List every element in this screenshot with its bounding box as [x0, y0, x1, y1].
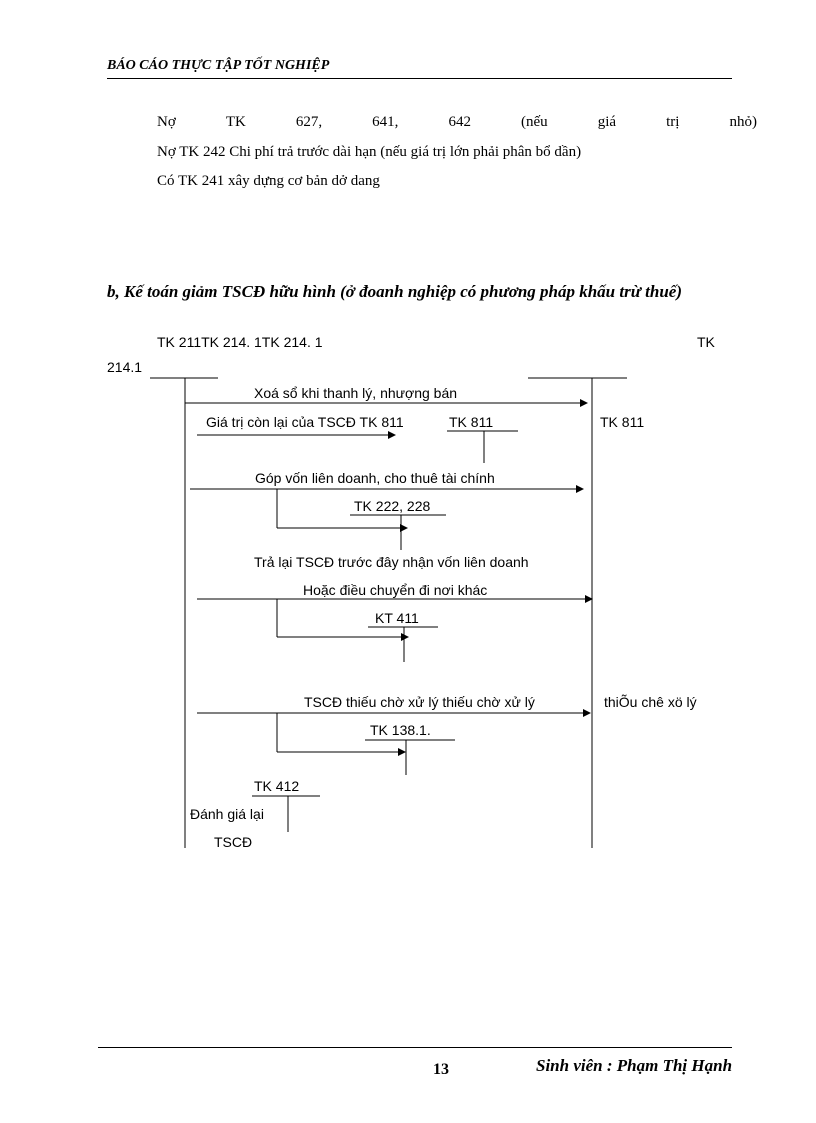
line1-word: 641,	[372, 114, 399, 130]
label-danh-gia-lai: Đánh giá lại	[190, 806, 264, 822]
label-tk811-right: TK 811	[600, 414, 645, 430]
label-kt411: KT 411	[375, 610, 419, 626]
page-number: 13	[433, 1061, 449, 1078]
label-dieu-chuyen: Hoặc điều chuyển đi nơi khác	[303, 582, 488, 598]
label-tk1381: TK 138.1.	[370, 722, 431, 738]
label-tk222: TK 222, 228	[354, 498, 431, 514]
student-name: Sinh viên : Phạm Thị Hạnh	[536, 1056, 733, 1075]
label-gia-tri-con-lai: Giá trị còn lại của TSCĐ TK 811	[206, 414, 404, 430]
line1-word: 627,	[295, 114, 323, 130]
account-left-continuation: 214.1	[107, 359, 143, 375]
debit-line-242: Nợ TK 242 Chi phí trả trước dài hạn (nếu giá trị lớn phải phân bổ dần)	[157, 144, 582, 160]
label-tk811-mid: TK 811	[449, 414, 494, 430]
credit-line-241: Có TK 241 xây dựng cơ bản dở dang	[157, 173, 380, 189]
label-gop-von: Góp vốn liên doanh, cho thuê tài chính	[255, 470, 495, 486]
accounts-row-label: TK 211TK 214. 1TK 214. 1	[157, 334, 323, 350]
line1-word: (nếu	[521, 114, 548, 130]
line1-word: giá	[597, 114, 617, 130]
document-header-title: BÁO CÁO THỰC TẬP TỐT NGHIỆP	[107, 58, 330, 73]
label-tra-lai: Trả lại TSCĐ trước đây nhận vốn liên doanh	[254, 554, 529, 570]
label-tscd-thieu: TSCĐ thiếu chờ xử lý thiếu chờ xử lý	[304, 694, 535, 710]
label-thieu-right: thiÕu chê xö lý	[604, 694, 697, 710]
line1-word: 642	[448, 114, 471, 130]
line1-word: Nợ	[157, 114, 176, 130]
label-tscd: TSCĐ	[214, 834, 253, 850]
label-xoa-so: Xoá sổ khi thanh lý, nhượng bán	[254, 385, 458, 401]
line1-word: nhỏ)	[729, 114, 757, 130]
footer-divider	[98, 1047, 732, 1048]
line1-word: trị	[666, 114, 680, 130]
section-heading: b, Kế toán giảm TSCĐ hữu hình (ở đoanh nghiệp có phương pháp khấu trừ thuế)	[107, 282, 683, 301]
label-tk412: TK 412	[254, 778, 300, 794]
account-right-label: TK	[697, 334, 715, 350]
line1-word: TK	[225, 114, 246, 130]
